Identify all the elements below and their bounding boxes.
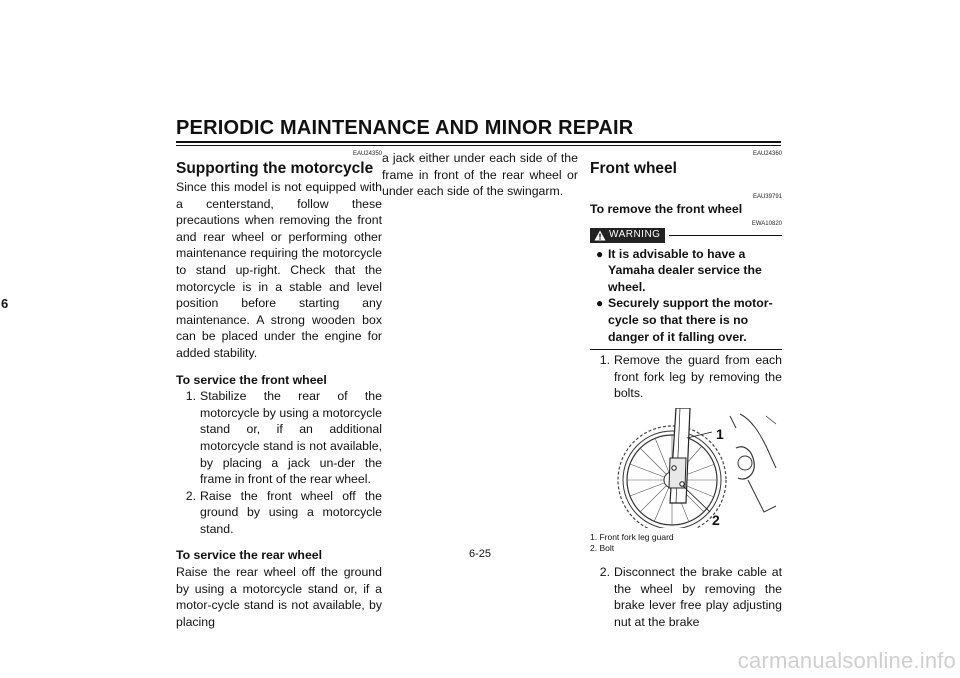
warning-box — [590, 220, 782, 351]
section-code: EAU24350 — [352, 151, 382, 157]
list-item — [590, 246, 782, 296]
title-rule — [176, 141, 781, 143]
subheading-rear-wheel-service: To service the rear wheel — [176, 548, 323, 563]
subheading-front-wheel-service: To service the front wheel — [176, 372, 327, 387]
warning-text: It is advisable to have a Yamaha dealer service the wheel. — [608, 246, 762, 294]
page-number: 6-25 — [468, 548, 492, 560]
continued-paragraph: a jack either under each side of the frame in front of the rear wheel or under each side of the swingarm. — [382, 151, 578, 199]
front-wheel-illustration — [590, 408, 782, 528]
chapter-tab: 6 — [1, 296, 9, 311]
list-item — [590, 295, 782, 345]
step-text: Remove the guard from each front fork leg by removing the bolts. — [614, 353, 782, 401]
section-heading-supporting: Supporting the motorcycle — [176, 160, 374, 177]
warning-text: Securely support the motor-cycle so that there is no danger of it falling over. — [608, 296, 773, 344]
step-number: 2. — [185, 488, 196, 503]
middle-column — [382, 150, 578, 200]
step-text: Stabilize the rear of the motorcycle by using a motorcycle stand or, if an additional motorcycle stand is not available, by placing a jack un-der the frame in front of the rear wheel. — [200, 389, 382, 487]
list-item — [176, 488, 382, 538]
caption-1: 1. Front fork leg guard — [590, 531, 674, 542]
warning-bottom-rule — [590, 349, 782, 350]
subheading-remove-front-wheel: To remove the front wheel — [590, 202, 743, 216]
callout-2: 2 — [712, 511, 720, 528]
callout-1: 1 — [716, 425, 724, 442]
warning-rule — [669, 235, 782, 236]
front-wheel-figure — [590, 408, 782, 528]
rear-wheel-paragraph: Raise the rear wheel off the ground by using a motorcycle stand or, if a motor-cycle stand is not available, by placing — [176, 565, 382, 629]
intro-paragraph: Since this model is not equipped with a centerstand, follow these precautions when removing the front and rear wheel or performing other maintenance requiring the motorcycle to stand up-right. Check that the motorcycle is in a stable and level position before starting any maintenance. A strong wooden box can be placed under the engine for added stability. — [176, 180, 382, 360]
caption-2: 2. Bolt — [590, 542, 615, 553]
warning-badge — [590, 228, 665, 243]
step-number: 2. — [599, 564, 610, 579]
section-heading-front-wheel: Front wheel — [590, 160, 677, 177]
list-item — [176, 388, 382, 488]
warning-label: WARNING — [609, 229, 661, 241]
warning-code: EWA10820 — [751, 220, 782, 227]
step-number: 1. — [185, 389, 196, 404]
step-text: Raise the front wheel off the ground by using a motorcycle stand. — [200, 488, 382, 536]
list-item — [590, 564, 782, 630]
front-wheel-steps — [176, 388, 382, 537]
bullet-icon: ● — [596, 296, 604, 311]
section-code: EAU24360 — [752, 151, 782, 157]
warning-triangle-icon — [594, 230, 606, 241]
subsection-code: EAU39791 — [752, 194, 782, 200]
warning-list — [590, 246, 782, 346]
title-rule-thin — [176, 145, 781, 146]
step-number: 1. — [599, 353, 610, 368]
list-item — [590, 352, 782, 402]
watermark: carmanualsonline.info — [737, 648, 956, 673]
warning-header — [590, 228, 782, 244]
page-title: PERIODIC MAINTENANCE AND MINOR REPAIR — [176, 117, 634, 139]
bullet-icon: ● — [596, 246, 604, 261]
step-text: Disconnect the brake cable at the wheel by removing the brake lever free play adjusting nut at the brake — [614, 564, 782, 629]
